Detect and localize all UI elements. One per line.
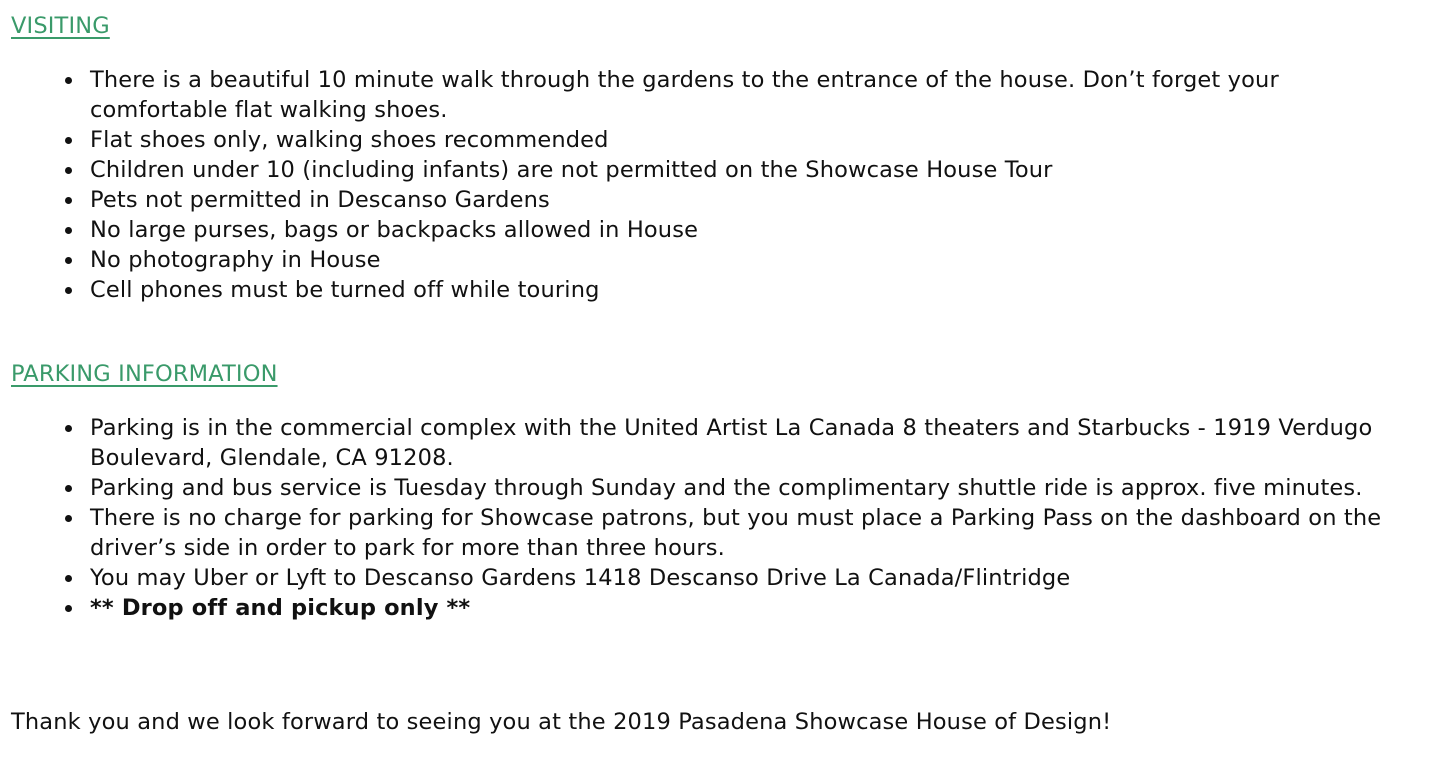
- visiting-heading: VISITING: [11, 13, 110, 39]
- list-item: Parking is in the commercial complex with the United Artist La Canada 8 theaters and Starbucks - 1919 Verdugo Boulevard, Glendale, CA 91208.: [90, 413, 1420, 473]
- closing-message: Thank you and we look forward to seeing you at the 2019 Pasadena Showcase House of Design!: [11, 709, 1112, 735]
- list-item: Flat shoes only, walking shoes recommended: [90, 125, 1420, 155]
- visiting-list: [0, 65, 1420, 305]
- list-item: Children under 10 (including infants) are not permitted on the Showcase House Tour: [90, 155, 1420, 185]
- list-item: Parking and bus service is Tuesday through Sunday and the complimentary shuttle ride is approx. five minutes.: [90, 473, 1420, 503]
- list-item: There is a beautiful 10 minute walk through the gardens to the entrance of the house. Don’t forget your comfortable flat walking shoes.: [90, 65, 1420, 125]
- list-item: There is no charge for parking for Showcase patrons, but you must place a Parking Pass on the dashboard on the driver’s side in order to park for more than three hours.: [90, 503, 1420, 563]
- list-item: ** Drop off and pickup only **: [90, 593, 1420, 623]
- list-item: No large purses, bags or backpacks allowed in House: [90, 215, 1420, 245]
- list-item: Pets not permitted in Descanso Gardens: [90, 185, 1420, 215]
- list-item: Cell phones must be turned off while touring: [90, 275, 1420, 305]
- parking-information-heading: PARKING INFORMATION: [11, 361, 278, 387]
- list-item: You may Uber or Lyft to Descanso Gardens 1418 Descanso Drive La Canada/Flintridge: [90, 563, 1420, 593]
- list-item: No photography in House: [90, 245, 1420, 275]
- parking-list: [0, 413, 1420, 623]
